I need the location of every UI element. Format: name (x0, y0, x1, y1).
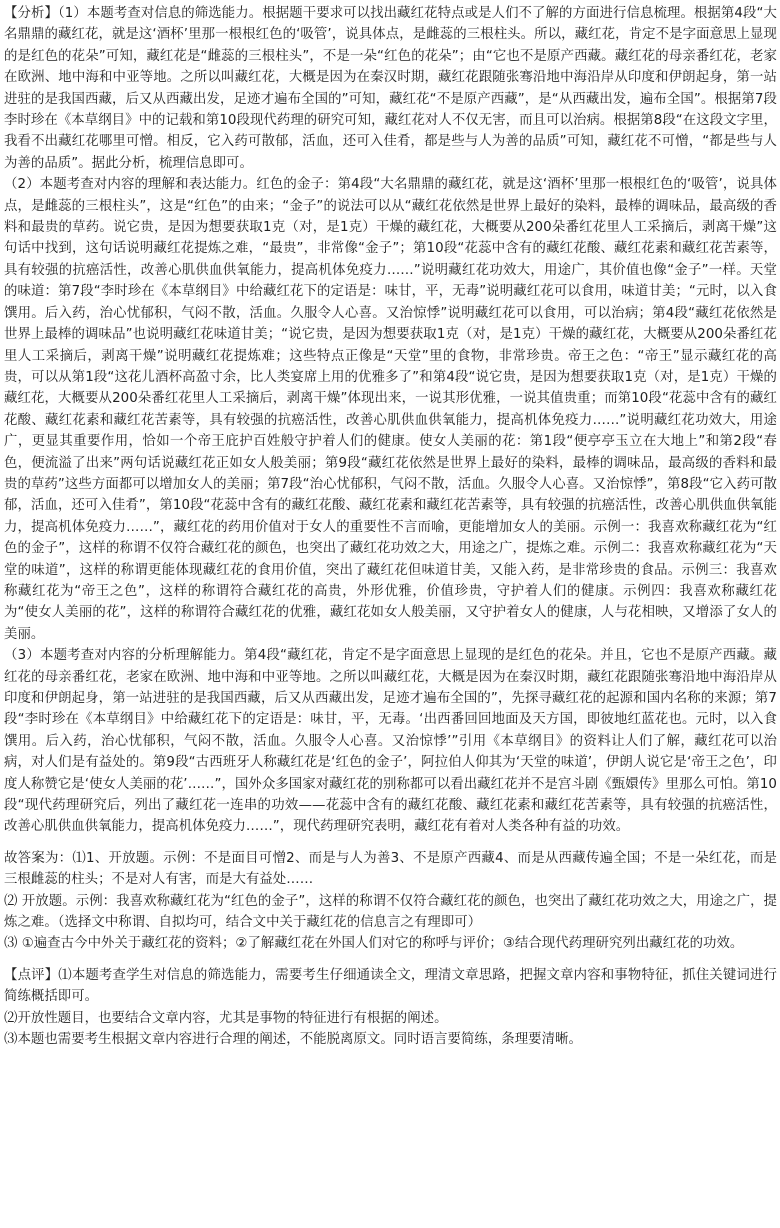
answer-line-1: 故答案为：⑴1、开放题。示例：不是面目可憎2、而是与人为善3、不是原产西藏4、而是从西藏传遍全国；不是一朵红花，而是三根雌蕊的柱头；不是对人有害，而是大有益处…… (4, 850, 777, 888)
spacer (4, 955, 777, 965)
answer-line-2: ⑵ 开放题。示例：我喜欢称藏红花为“红色的金子”，这样的称谓不仅符合藏红花的颜色，也突出了藏红花功效之大，用途之广，提炼之难。（选择文中称谓、自拟均可，结合文中关于藏红花的信息言之有理即可） (4, 893, 777, 931)
comment-section (4, 965, 777, 1051)
comment-line-1: 【点评】⑴本题考查学生对信息的筛选能力，需要考生仔细通读全文，理清文章思路，把握文章内容和事物特征，抓住关键词进行简练概括即可。 (4, 967, 777, 1005)
answer-section (4, 848, 777, 955)
comment-line-2: ⑵开放性题目，也要结合文章内容，尤其是事物的特征进行有根据的阐述。 (4, 1010, 448, 1026)
analysis-part-1: 【分析】（1）本题考查对信息的筛选能力。根据题干要求可以找出藏红花特点或是人们不了解的方面进行信息梳理。根据第4段“大名鼎鼎的藏红花，就是这‘酒杯’里那一根根红色的‘吸管’，说具体点，是雌蕊的三根柱头。所以，藏红花，肯定不是字面意思上显现的是红色的花朵”可知，藏红花是“雌蕊的三根柱头”，不是一朵“红色的花朵”；由“它也不是原产西藏。藏红花的母亲番红花，老家在欧洲、地中海和中亚等地。之所以叫藏红花，大概是因为在秦汉时期，藏红花跟随张骞沿地中海沿岸从印度和伊朗起身，第一站进驻的是我国西藏，后又从西藏出发，足迹才遍布全国的”可知，藏红花“不是原产西藏”，是“从西藏出发，遍布全国”。根据第7段李时珍在《本草纲目》中的记载和第10段现代药理的研究可知，藏红花对人不仅无害，而且可以治病。根据第8段“在这段文字里，我看不出藏红花哪里可憎。相反，它入药可散郁，活血，还可入佳肴，都是些与人为善的品质”可知，藏红花不可憎，“都是些与人为善的品质”。据此分析，梳理信息即可。 (4, 6, 777, 171)
comment-line-3: ⑶本题也需要考生根据文章内容进行合理的阐述，不能脱离原文。同时语言要简练，条理要清晰。 (4, 1032, 582, 1048)
analysis-part-2: （2）本题考查对内容的理解和表达能力。红色的金子：第4段“大名鼎鼎的藏红花，就是这‘酒杯’里那一根根红色的‘吸管’，说具体点，是雌蕊的三根柱头”，这是“红色”的由来；“金子”的说法可以从“藏红花依然是世界上最好的染料，最棒的调味品，最高级的香料和最贵的草药。说它贵，是因为想要获取1克（对，是1克）干燥的藏红花，大概要从200朵番红花里人工采摘后，剥离干燥”这句话中找到，这句话说明藏红花提炼之难，“最贵”，非常像“金子”；第10段“花蕊中含有的藏红花酸、藏红花素和藏红花苦素等，具有较强的抗癌活性，改善心肌供血供氧能力，提高机体免疫力……”说明藏红花功效大，用途广，其价值也像“金子”一样。天堂的味道：第7段“李时珍在《本草纲目》中给藏红花下的定语是：味甘，平，无毒”说明藏红花可以食用，味道甘美；“元时，以入食馔用。后入药，治心忧郁积，气闷不散，活血。久服令人心喜。又治惊悸”说明藏红花可以食用，可以治病；第4段“藏红花依然是世界上最棒的调味品”也说明藏红花味道甘美；“说它贵，是因为想要获取1克（对，是1克）干燥的藏红花，大概要从200朵番红花里人工采摘后，剥离干燥”说明藏红花提炼难；这些特点正像是“天堂”里的食物，非常珍贵。帝王之色：“帝王”显示藏红花的高贵，可以从第1段“这花儿酒杯高盈寸余，比人类宴席上用的优雅多了”和第4段“说它贵，是因为想要获取1克（对，是1克）干燥的藏红花，大概要从200朵番红花里人工采摘后，剥离干燥”体现出来，一说其形优雅，一说其值贵重；而第10段“花蕊中含有的藏红花酸、藏红花素和藏红花苦素等，具有较强的抗癌活性，改善心肌供血供氧能力，提高机体免疫力……”说明藏红花功效大，用途广，更显其重要作用，恰如一个帝王庇护百姓般守护着人们的健康。使女人美丽的花：第1段“便亭亭玉立在大地上”和第2段“春色，便流溢了出来”两句话说藏红花正如女人般美丽；第9段“藏红花依然是世界上最好的染料，最棒的调味品，最高级的香料和最贵的草药”这些方面都可以增加女人的美丽；第7段“治心忧郁积，气闷不散，活血。久服令人心喜。又治惊悸”，第8段“它入药可散郁，活血，还可入佳肴”，第10段“花蕊中含有的藏红花酸、藏红花素和藏红花苦素等，具有较强的抗癌活性，改善心肌供血供氧能力，提高机体免疫力……”，藏红花的药用价值对于女人的重要性不言而喻，更能增加女人的美丽。示例一：我喜欢称藏红花为“红色的金子”，这样的称谓不仅符合藏红花的颜色，也突出了藏红花功效之大，用途之广，提炼之难。示例二：我喜欢称藏红花为“天堂的味道”，这样的称谓更能体现藏红花的食用价值，突出了藏红花但味道甘美，又能入药，是非常珍贵的食品。示例三：我喜欢称藏红花为“帝王之色”，这样的称谓符合藏红花的高贵，外形优雅，价值珍贵，守护着人们的健康。示例四：我喜欢称藏红花为“使女人美丽的花”，这样的称谓符合藏红花的优雅，藏红花如女人般美丽，又守护着女人的健康，人与花相映，又增添了女人的美丽。 (4, 177, 777, 642)
answer-line-3: ⑶ ①遍查古今中外关于藏红花的资料；②了解藏红花在外国人们对它的称呼与评价；③结合现代药理研究列出藏红花的功效。 (4, 936, 744, 952)
analysis-part-3: （3）本题考查对内容的分析理解能力。第4段“藏红花，肯定不是字面意思上显现的是红色的花朵。并且，它也不是原产西藏。藏红花的母亲番红花，老家在欧洲、地中海和中亚等地。之所以叫藏红花，大概是因为在秦汉时期，藏红花跟随张骞沿地中海沿岸从印度和伊朗起身，第一站进驻的是我国西藏，后又从西藏出发，足迹才遍布全国的”，先探寻藏红花的起源和国内名称的来源；第7段“李时珍在《本草纲目》中给藏红花下的定语是：味甘，平，无毒。‘出西番回回地面及天方国，即彼地红蓝花也。元时，以入食馔用。后入药，治心忧郁积，气闷不散，活血。久服令人心喜。又治惊悸’”引用《本草纲目》的资料让人们了解，藏红花可以治病，对人们是有益处的。第9段“古西班牙人称藏红花是‘红色的金子’，阿拉伯人仰其为‘天堂的味道’，伊朗人说它是‘帝王之色’，印度人称赞它是‘使女人美丽的花’……”，国外众多国家对藏红花的别称都可以看出藏红花并不是宫斗剧《甄嬛传》里那么可怕。第10段“现代药理研究后，列出了藏红花一连串的功效——花蕊中含有的藏红花酸、藏红花素和藏红花苦素等，具有较强的抗癌活性，改善心肌供血供氧能力，提高机体免疫力……”，现代药理研究表明，藏红花有着对人类各种有益的功效。 (4, 648, 777, 835)
analysis-section (4, 3, 777, 838)
spacer (4, 838, 777, 848)
